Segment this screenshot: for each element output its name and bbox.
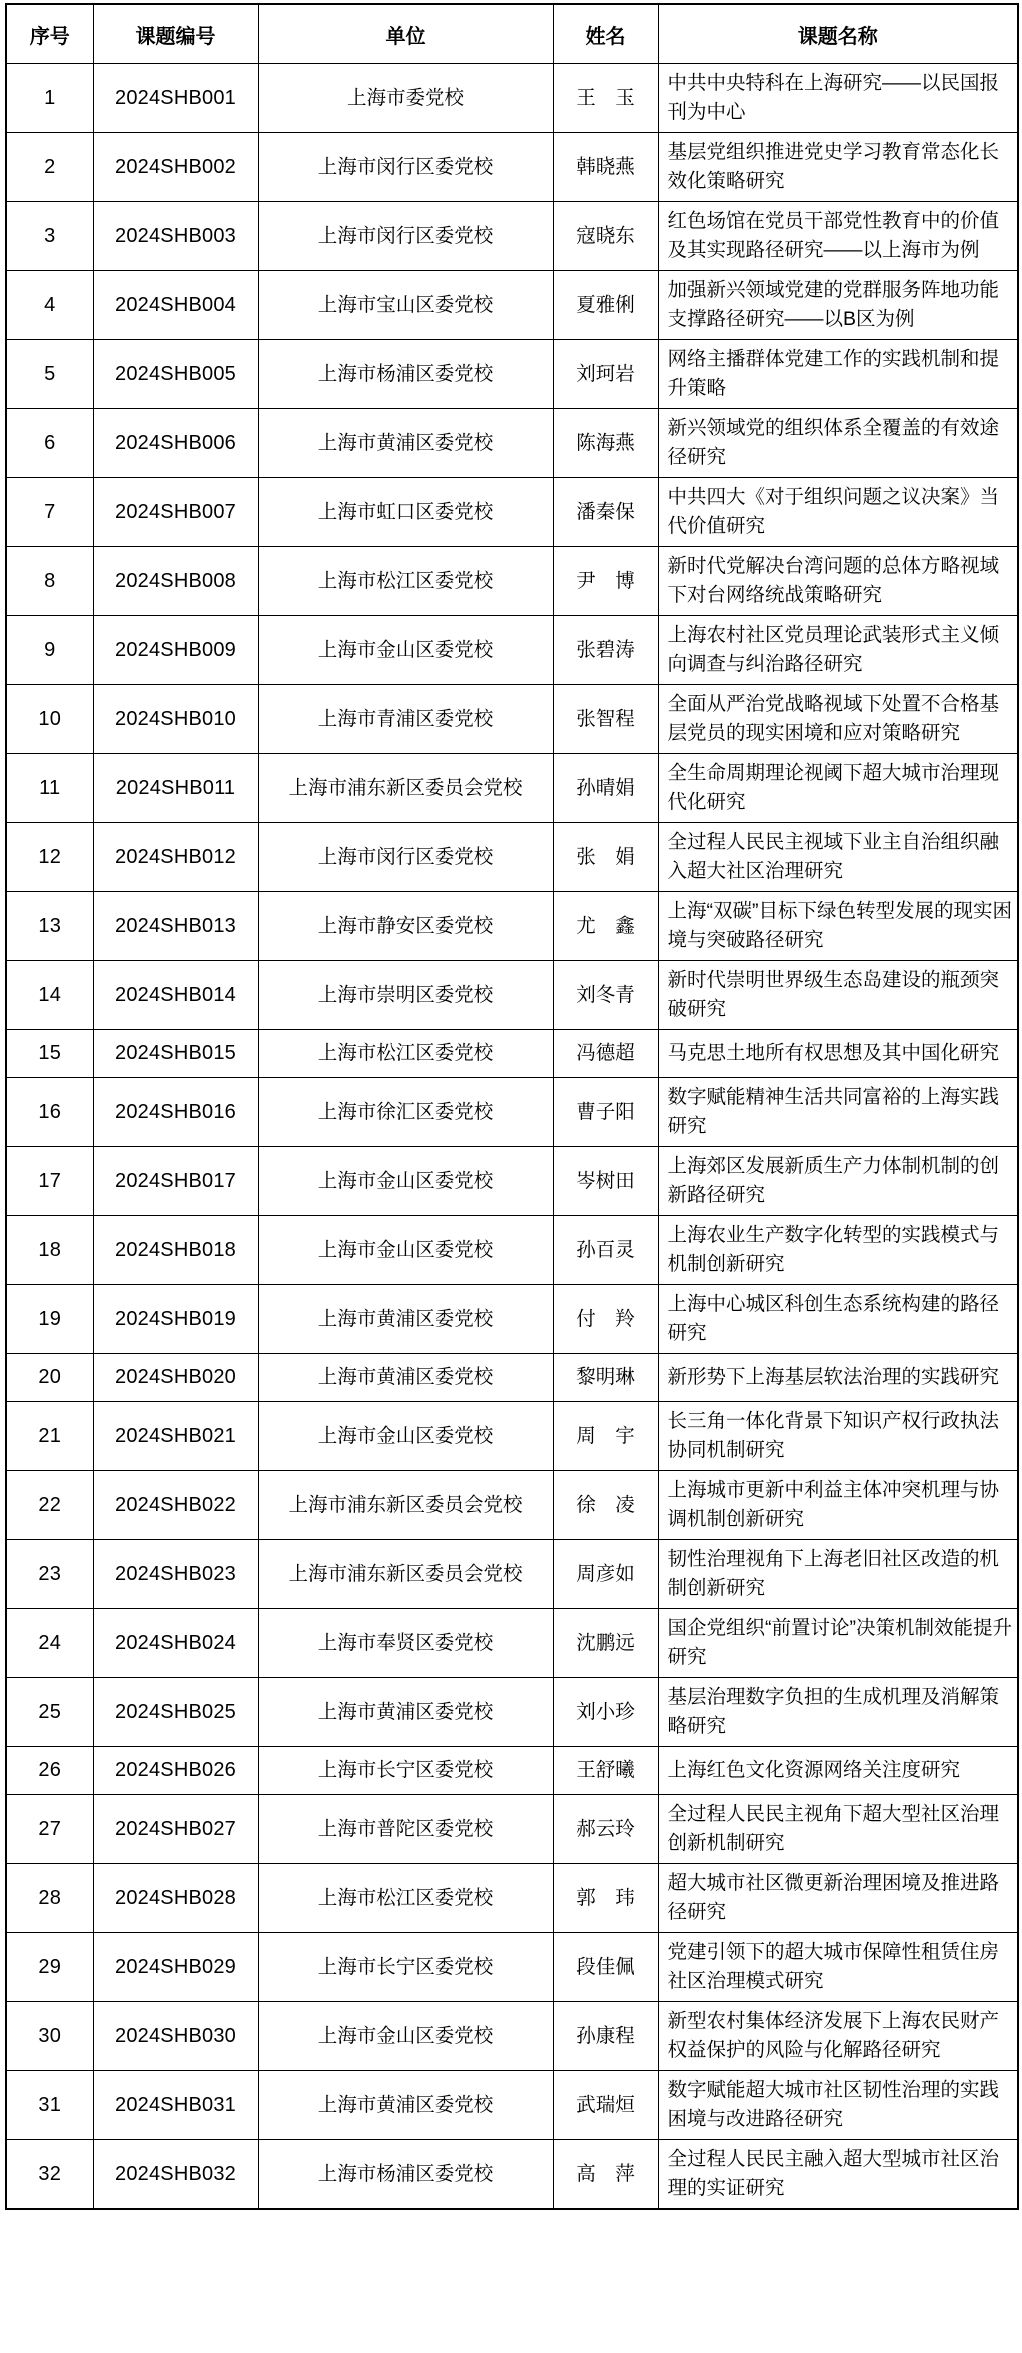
cell-no: 6 [6, 409, 93, 478]
header-cell-code: 课题编号 [93, 4, 258, 64]
cell-unit: 上海市黄浦区委党校 [258, 1678, 553, 1747]
cell-no: 21 [6, 1402, 93, 1471]
header-cell-unit: 单位 [258, 4, 553, 64]
cell-unit: 上海市闵行区委党校 [258, 133, 553, 202]
cell-name: 岑树田 [553, 1147, 658, 1216]
table-row [6, 202, 1018, 271]
cell-unit: 上海市委党校 [258, 64, 553, 133]
table-row [6, 409, 1018, 478]
header-row [6, 4, 1018, 64]
cell-title: 党建引领下的超大城市保障性租赁住房社区治理模式研究 [658, 1933, 1018, 2002]
cell-unit: 上海市杨浦区委党校 [258, 340, 553, 409]
cell-name: 孙百灵 [553, 1216, 658, 1285]
cell-no: 11 [6, 754, 93, 823]
cell-no: 20 [6, 1354, 93, 1402]
table-row [6, 2071, 1018, 2140]
cell-name: 冯德超 [553, 1030, 658, 1078]
cell-code: 2024SHB019 [93, 1285, 258, 1354]
cell-no: 1 [6, 64, 93, 133]
cell-title: 新型农村集体经济发展下上海农民财产权益保护的风险与化解路径研究 [658, 2002, 1018, 2071]
table-row [6, 1078, 1018, 1147]
cell-code: 2024SHB018 [93, 1216, 258, 1285]
cell-name: 孙康程 [553, 2002, 658, 2071]
cell-no: 32 [6, 2140, 93, 2210]
cell-name: 刘珂岩 [553, 340, 658, 409]
cell-name: 段佳佩 [553, 1933, 658, 2002]
table-row [6, 64, 1018, 133]
cell-no: 22 [6, 1471, 93, 1540]
cell-unit: 上海市松江区委党校 [258, 547, 553, 616]
cell-name: 王舒曦 [553, 1747, 658, 1795]
cell-no: 19 [6, 1285, 93, 1354]
header-cell-name: 姓名 [553, 4, 658, 64]
cell-code: 2024SHB015 [93, 1030, 258, 1078]
cell-title: 上海红色文化资源网络关注度研究 [658, 1747, 1018, 1795]
cell-unit: 上海市闵行区委党校 [258, 202, 553, 271]
cell-title: 超大城市社区微更新治理困境及推进路径研究 [658, 1864, 1018, 1933]
table-row [6, 892, 1018, 961]
cell-unit: 上海市杨浦区委党校 [258, 2140, 553, 2210]
cell-title: 中共四大《对于组织问题之议决案》当代价值研究 [658, 478, 1018, 547]
cell-code: 2024SHB005 [93, 340, 258, 409]
table-row [6, 1747, 1018, 1795]
cell-no: 15 [6, 1030, 93, 1078]
table-row [6, 547, 1018, 616]
cell-name: 郭 玮 [553, 1864, 658, 1933]
cell-code: 2024SHB009 [93, 616, 258, 685]
table-row [6, 1216, 1018, 1285]
cell-title: 全过程人民民主融入超大型城市社区治理的实证研究 [658, 2140, 1018, 2210]
cell-title: 新兴领域党的组织体系全覆盖的有效途径研究 [658, 409, 1018, 478]
cell-title: 国企党组织“前置讨论”决策机制效能提升研究 [658, 1609, 1018, 1678]
cell-code: 2024SHB002 [93, 133, 258, 202]
cell-unit: 上海市奉贤区委党校 [258, 1609, 553, 1678]
cell-title: 基层党组织推进党史学习教育常态化长效化策略研究 [658, 133, 1018, 202]
table-row [6, 961, 1018, 1030]
table-row [6, 754, 1018, 823]
cell-name: 武瑞烜 [553, 2071, 658, 2140]
cell-name: 刘冬青 [553, 961, 658, 1030]
cell-name: 韩晓燕 [553, 133, 658, 202]
cell-title: 新形势下上海基层软法治理的实践研究 [658, 1354, 1018, 1402]
table-body [6, 64, 1018, 2210]
table-row [6, 1354, 1018, 1402]
cell-unit: 上海市金山区委党校 [258, 1402, 553, 1471]
table-row [6, 1471, 1018, 1540]
cell-no: 3 [6, 202, 93, 271]
cell-no: 18 [6, 1216, 93, 1285]
cell-unit: 上海市浦东新区委员会党校 [258, 1471, 553, 1540]
cell-title: 新时代党解决台湾问题的总体方略视域下对台网络统战策略研究 [658, 547, 1018, 616]
table-row [6, 1933, 1018, 2002]
cell-unit: 上海市长宁区委党校 [258, 1933, 553, 2002]
cell-title: 韧性治理视角下上海老旧社区改造的机制创新研究 [658, 1540, 1018, 1609]
cell-name: 徐 凌 [553, 1471, 658, 1540]
cell-no: 29 [6, 1933, 93, 2002]
cell-title: 全面从严治党战略视域下处置不合格基层党员的现实困境和应对策略研究 [658, 685, 1018, 754]
cell-unit: 上海市松江区委党校 [258, 1030, 553, 1078]
cell-code: 2024SHB026 [93, 1747, 258, 1795]
table-row [6, 1795, 1018, 1864]
cell-no: 31 [6, 2071, 93, 2140]
header-cell-no: 序号 [6, 4, 93, 64]
cell-name: 高 萍 [553, 2140, 658, 2210]
cell-code: 2024SHB030 [93, 2002, 258, 2071]
cell-name: 孙晴娟 [553, 754, 658, 823]
cell-title: 红色场馆在党员干部党性教育中的价值及其实现路径研究——以上海市为例 [658, 202, 1018, 271]
table-row [6, 478, 1018, 547]
cell-code: 2024SHB020 [93, 1354, 258, 1402]
cell-no: 5 [6, 340, 93, 409]
cell-name: 沈鹏远 [553, 1609, 658, 1678]
cell-code: 2024SHB024 [93, 1609, 258, 1678]
table-row [6, 1864, 1018, 1933]
cell-unit: 上海市闵行区委党校 [258, 823, 553, 892]
table-row [6, 1285, 1018, 1354]
table-row [6, 1147, 1018, 1216]
cell-name: 郝云玲 [553, 1795, 658, 1864]
table-row [6, 685, 1018, 754]
table-row [6, 616, 1018, 685]
cell-unit: 上海市金山区委党校 [258, 2002, 553, 2071]
cell-no: 26 [6, 1747, 93, 1795]
cell-no: 14 [6, 961, 93, 1030]
table-row [6, 340, 1018, 409]
cell-no: 4 [6, 271, 93, 340]
cell-title: 上海农村社区党员理论武装形式主义倾向调查与纠治路径研究 [658, 616, 1018, 685]
cell-title: 新时代崇明世界级生态岛建设的瓶颈突破研究 [658, 961, 1018, 1030]
cell-title: 数字赋能超大城市社区韧性治理的实践困境与改进路径研究 [658, 2071, 1018, 2140]
cell-unit: 上海市虹口区委党校 [258, 478, 553, 547]
cell-no: 2 [6, 133, 93, 202]
cell-code: 2024SHB006 [93, 409, 258, 478]
cell-name: 曹子阳 [553, 1078, 658, 1147]
cell-code: 2024SHB022 [93, 1471, 258, 1540]
cell-name: 陈海燕 [553, 409, 658, 478]
cell-code: 2024SHB008 [93, 547, 258, 616]
cell-name: 王 玉 [553, 64, 658, 133]
cell-unit: 上海市浦东新区委员会党校 [258, 1540, 553, 1609]
cell-no: 10 [6, 685, 93, 754]
table-row [6, 1540, 1018, 1609]
cell-unit: 上海市静安区委党校 [258, 892, 553, 961]
cell-name: 尹 博 [553, 547, 658, 616]
cell-code: 2024SHB004 [93, 271, 258, 340]
cell-code: 2024SHB028 [93, 1864, 258, 1933]
cell-title: 上海城市更新中利益主体冲突机理与协调机制创新研究 [658, 1471, 1018, 1540]
cell-no: 25 [6, 1678, 93, 1747]
header-cell-title: 课题名称 [658, 4, 1018, 64]
cell-code: 2024SHB014 [93, 961, 258, 1030]
cell-name: 张智程 [553, 685, 658, 754]
cell-title: 基层治理数字负担的生成机理及消解策略研究 [658, 1678, 1018, 1747]
cell-no: 17 [6, 1147, 93, 1216]
cell-no: 27 [6, 1795, 93, 1864]
table-row [6, 1678, 1018, 1747]
cell-unit: 上海市黄浦区委党校 [258, 1285, 553, 1354]
table-row [6, 823, 1018, 892]
cell-code: 2024SHB013 [93, 892, 258, 961]
cell-title: 上海“双碳”目标下绿色转型发展的现实困境与突破路径研究 [658, 892, 1018, 961]
cell-no: 23 [6, 1540, 93, 1609]
cell-name: 周 宇 [553, 1402, 658, 1471]
cell-title: 全过程人民民主视域下业主自治组织融入超大社区治理研究 [658, 823, 1018, 892]
cell-code: 2024SHB023 [93, 1540, 258, 1609]
cell-title: 长三角一体化背景下知识产权行政执法协同机制研究 [658, 1402, 1018, 1471]
cell-no: 13 [6, 892, 93, 961]
cell-unit: 上海市青浦区委党校 [258, 685, 553, 754]
cell-code: 2024SHB012 [93, 823, 258, 892]
cell-unit: 上海市金山区委党校 [258, 1216, 553, 1285]
cell-name: 潘秦保 [553, 478, 658, 547]
cell-code: 2024SHB021 [93, 1402, 258, 1471]
cell-unit: 上海市长宁区委党校 [258, 1747, 553, 1795]
cell-no: 28 [6, 1864, 93, 1933]
table-row [6, 1402, 1018, 1471]
cell-name: 夏雅俐 [553, 271, 658, 340]
table-row [6, 271, 1018, 340]
cell-name: 张碧涛 [553, 616, 658, 685]
cell-unit: 上海市松江区委党校 [258, 1864, 553, 1933]
cell-name: 寇晓东 [553, 202, 658, 271]
cell-name: 尤 鑫 [553, 892, 658, 961]
cell-unit: 上海市徐汇区委党校 [258, 1078, 553, 1147]
cell-code: 2024SHB003 [93, 202, 258, 271]
cell-unit: 上海市宝山区委党校 [258, 271, 553, 340]
table-row [6, 2140, 1018, 2210]
cell-unit: 上海市金山区委党校 [258, 616, 553, 685]
table-row [6, 2002, 1018, 2071]
cell-name: 周彦如 [553, 1540, 658, 1609]
cell-title: 马克思土地所有权思想及其中国化研究 [658, 1030, 1018, 1078]
cell-name: 张 娟 [553, 823, 658, 892]
cell-no: 12 [6, 823, 93, 892]
cell-code: 2024SHB016 [93, 1078, 258, 1147]
cell-title: 上海郊区发展新质生产力体制机制的创新路径研究 [658, 1147, 1018, 1216]
cell-no: 8 [6, 547, 93, 616]
table-row [6, 1030, 1018, 1078]
cell-name: 黎明琳 [553, 1354, 658, 1402]
table-row [6, 133, 1018, 202]
cell-code: 2024SHB007 [93, 478, 258, 547]
cell-code: 2024SHB010 [93, 685, 258, 754]
cell-title: 数字赋能精神生活共同富裕的上海实践研究 [658, 1078, 1018, 1147]
cell-code: 2024SHB001 [93, 64, 258, 133]
cell-title: 上海中心城区科创生态系统构建的路径研究 [658, 1285, 1018, 1354]
cell-no: 24 [6, 1609, 93, 1678]
cell-code: 2024SHB027 [93, 1795, 258, 1864]
projects-table [5, 3, 1019, 2210]
table-row [6, 1609, 1018, 1678]
cell-no: 16 [6, 1078, 93, 1147]
cell-unit: 上海市黄浦区委党校 [258, 1354, 553, 1402]
cell-title: 加强新兴领域党建的党群服务阵地功能支撑路径研究——以B区为例 [658, 271, 1018, 340]
cell-name: 刘小珍 [553, 1678, 658, 1747]
cell-unit: 上海市黄浦区委党校 [258, 2071, 553, 2140]
cell-title: 网络主播群体党建工作的实践机制和提升策略 [658, 340, 1018, 409]
cell-code: 2024SHB029 [93, 1933, 258, 2002]
cell-no: 30 [6, 2002, 93, 2071]
cell-unit: 上海市浦东新区委员会党校 [258, 754, 553, 823]
cell-no: 7 [6, 478, 93, 547]
cell-title: 全过程人民民主视角下超大型社区治理创新机制研究 [658, 1795, 1018, 1864]
cell-code: 2024SHB011 [93, 754, 258, 823]
cell-title: 中共中央特科在上海研究——以民国报刊为中心 [658, 64, 1018, 133]
cell-unit: 上海市普陀区委党校 [258, 1795, 553, 1864]
cell-title: 全生命周期理论视阈下超大城市治理现代化研究 [658, 754, 1018, 823]
cell-no: 9 [6, 616, 93, 685]
cell-unit: 上海市黄浦区委党校 [258, 409, 553, 478]
cell-code: 2024SHB032 [93, 2140, 258, 2210]
cell-code: 2024SHB025 [93, 1678, 258, 1747]
cell-title: 上海农业生产数字化转型的实践模式与机制创新研究 [658, 1216, 1018, 1285]
cell-code: 2024SHB031 [93, 2071, 258, 2140]
cell-name: 付 羚 [553, 1285, 658, 1354]
cell-unit: 上海市崇明区委党校 [258, 961, 553, 1030]
cell-code: 2024SHB017 [93, 1147, 258, 1216]
cell-unit: 上海市金山区委党校 [258, 1147, 553, 1216]
